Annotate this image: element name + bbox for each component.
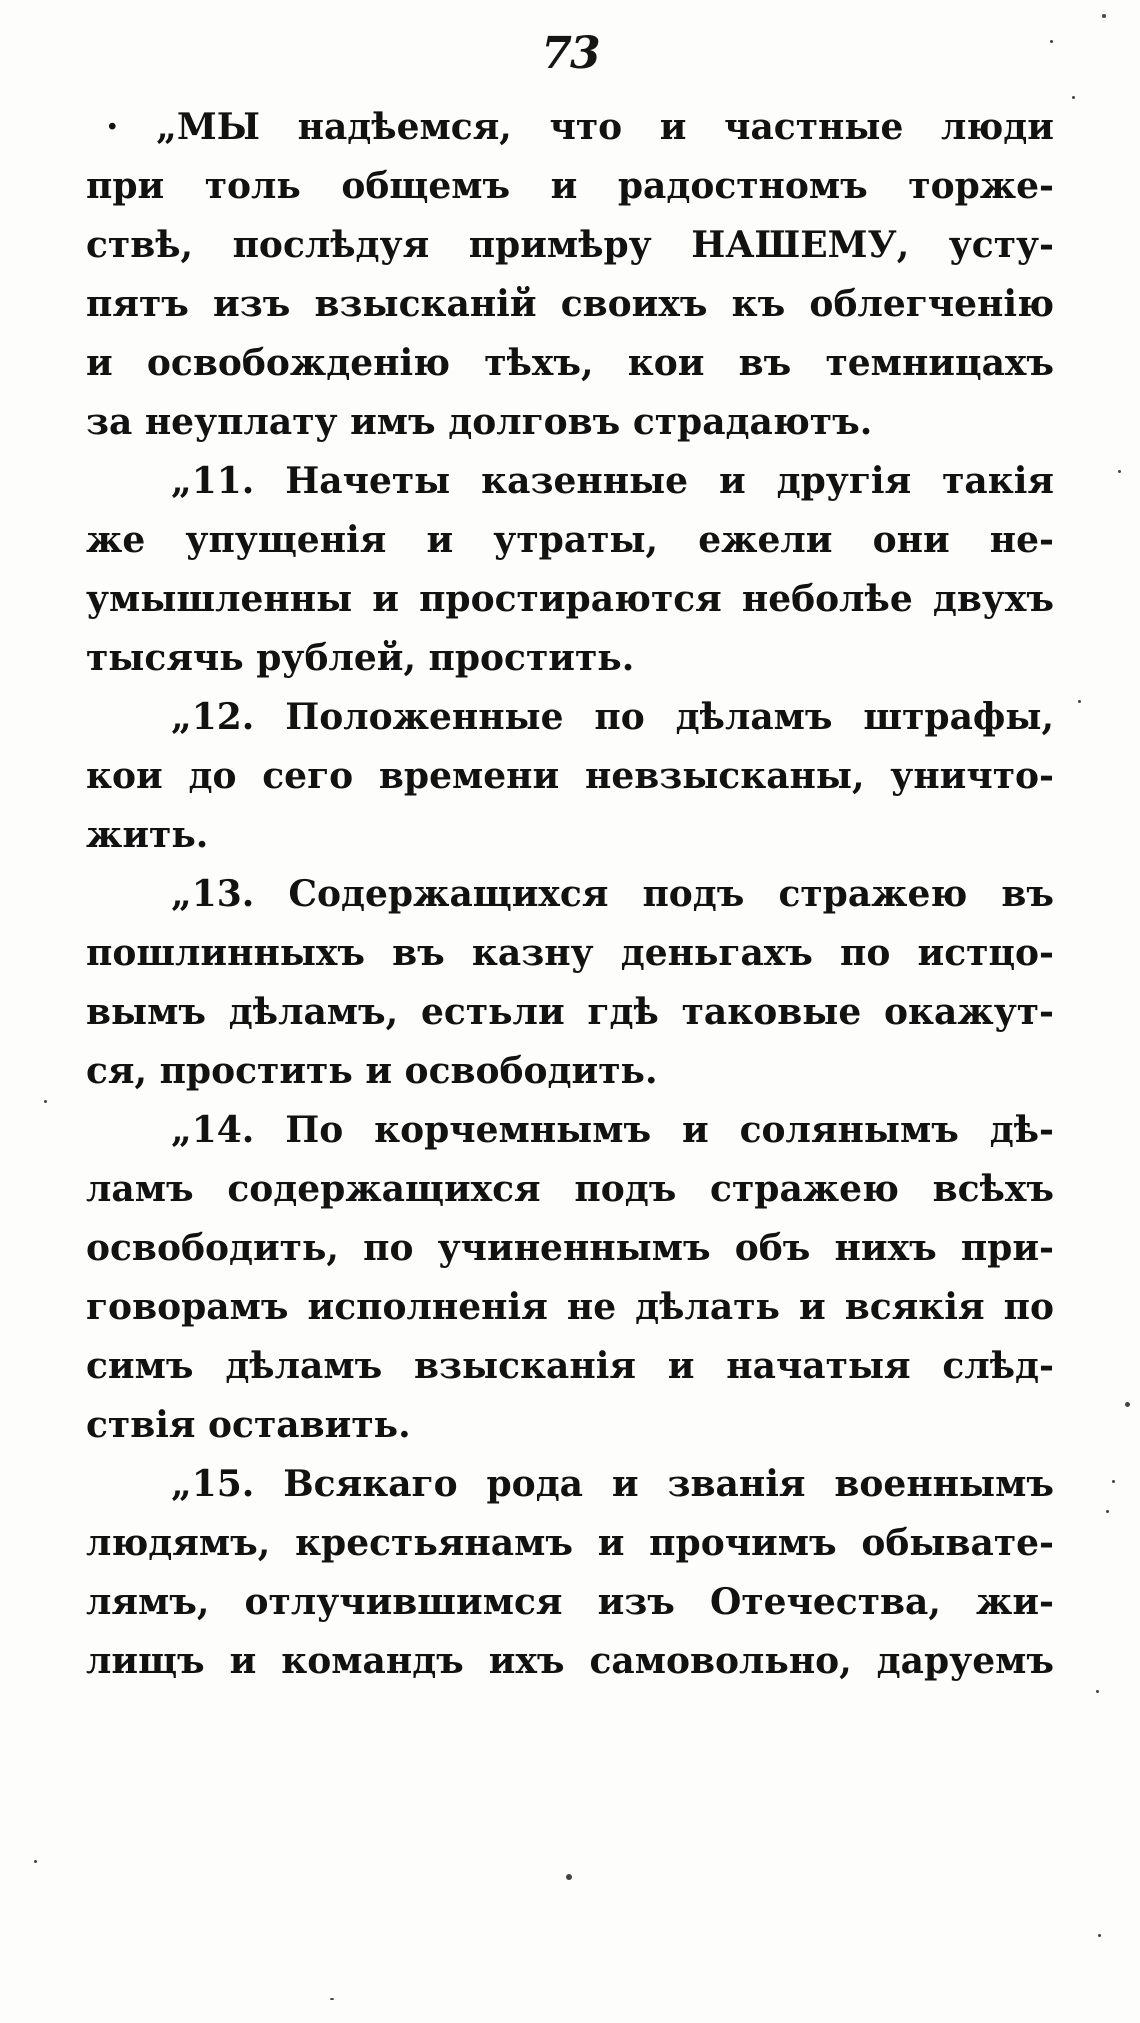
text-line: ся, простить и освободить. — [86, 1050, 658, 1092]
scan-speck — [44, 1100, 47, 1103]
text-line: „13. Содержащихся подъ стражею въ — [171, 873, 1054, 915]
text-line: лямъ, отлучившимся изъ Отечества, жи- — [86, 1581, 1054, 1623]
scan-speck — [1050, 40, 1053, 43]
scan-speck — [1106, 1510, 1109, 1513]
text-line: и освобожденію тѣхъ, кои въ темницахъ — [86, 342, 1054, 384]
page-number: 73 — [541, 28, 599, 79]
text-line: умышленны и простираются неболѣе двухъ — [86, 578, 1054, 620]
text-line: тысячь рублей, простить. — [86, 637, 635, 679]
text-line: ламъ содержащихся подъ стражею всѣхъ — [86, 1168, 1054, 1210]
scan-speck — [1102, 14, 1106, 18]
text-line: пятъ изъ взысканій своихъ къ облегченію — [86, 283, 1054, 325]
text-line: симъ дѣламъ взысканія и начатыя слѣд- — [86, 1345, 1054, 1387]
text-line: „12. Положенные по дѣламъ штрафы, — [171, 696, 1054, 738]
scan-speck — [34, 1860, 37, 1863]
text-line: пошлинныхъ въ казну деньгахъ по истцо- — [86, 932, 1054, 974]
text-line: вымъ дѣламъ, естьли гдѣ таковые окажут- — [86, 991, 1054, 1033]
text-line: людямъ, крестьянамъ и прочимъ обывате- — [86, 1522, 1054, 1564]
text-line: лищъ и командъ ихъ самовольно, даруемъ — [86, 1640, 1054, 1682]
scan-speck — [1098, 1934, 1101, 1937]
text-block — [86, 98, 1054, 1691]
text-line: · „МЫ надѣемся, что и частные люди — [106, 106, 1054, 148]
text-line: „15. Всякаго рода и званія военнымъ — [171, 1463, 1054, 1505]
scan-speck — [330, 1998, 334, 2000]
text-line: ствія оставить. — [86, 1404, 411, 1446]
scan-speck — [1112, 1480, 1115, 1483]
text-line: говорамъ исполненія не дѣлать и всякія по — [86, 1286, 1054, 1328]
text-line: „14. По корчемнымъ и солянымъ дѣ- — [171, 1109, 1054, 1151]
scan-speck — [1118, 470, 1121, 473]
scan-speck — [566, 1874, 572, 1880]
text-line: ствѣ, послѣдуя примѣру НАШЕМУ, усту- — [86, 224, 1054, 266]
text-line: кои до сего времени невзысканы, уничто- — [86, 755, 1054, 797]
scan-speck — [1072, 96, 1075, 99]
scan-speck — [1078, 700, 1081, 703]
text-line: „11. Начеты казенные и другія такія — [171, 460, 1054, 502]
scan-speck — [1096, 1690, 1099, 1693]
text-line: жить. — [86, 814, 209, 856]
text-line: освободить, по учиненнымъ объ нихъ при- — [86, 1227, 1054, 1269]
text-line: за неуплату имъ долговъ страдаютъ. — [86, 401, 873, 443]
text-line: при толь общемъ и радостномъ торже- — [86, 165, 1054, 207]
scan-speck — [1125, 1402, 1130, 1407]
text-line: же упущенія и утраты, ежели они не- — [86, 519, 1054, 561]
